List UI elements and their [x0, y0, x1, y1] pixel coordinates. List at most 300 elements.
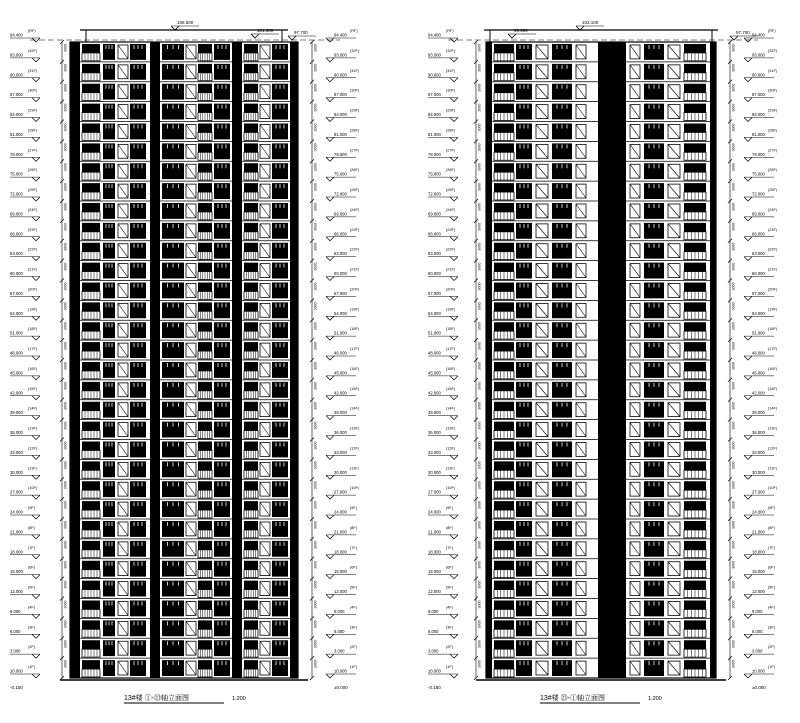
floor-height-dimension: 3000 — [63, 242, 68, 251]
floor-number-label: (1F) — [28, 665, 35, 669]
window-cross — [118, 125, 128, 139]
elevation-symbol — [326, 475, 334, 479]
window-cross — [186, 323, 196, 337]
window-dark — [198, 143, 212, 152]
elevation-symbol — [744, 197, 752, 201]
floor-number-label: (15F) — [28, 386, 38, 391]
elevation-symbol — [326, 555, 334, 559]
window-cross — [630, 621, 640, 635]
floor-elevation-label: 81.000 — [752, 131, 765, 137]
floor-number-label: (10F) — [350, 486, 360, 491]
elevation-symbol — [32, 436, 40, 440]
floor-number-label: (27F) — [768, 148, 778, 153]
elevation-symbol — [32, 257, 40, 261]
floor-number-label: (30F) — [350, 88, 360, 93]
window-dark — [198, 263, 212, 272]
window-dark — [82, 104, 100, 113]
floor-height-dimension: 3000 — [477, 441, 482, 450]
floor-elevation-label: 45.000 — [334, 370, 347, 376]
elevation-symbol — [450, 555, 458, 559]
window-dark — [82, 302, 100, 311]
window-cross — [186, 105, 196, 119]
window-dark — [244, 561, 258, 570]
elevation-symbol — [744, 356, 752, 360]
floor-elevation-label: 69.000 — [10, 211, 23, 217]
floor-elevation-label: 93.000 — [428, 52, 441, 58]
floor-number-label: (8F) — [28, 525, 35, 530]
window-dark — [684, 362, 706, 371]
floor-height-dimension: 3000 — [63, 302, 68, 311]
floor-number-label: (17F) — [768, 347, 778, 351]
window-dark — [494, 581, 514, 590]
elevation-symbol — [450, 277, 458, 281]
window-dark — [244, 183, 258, 192]
window-dark — [684, 640, 706, 649]
window-dark — [82, 541, 100, 550]
floor-elevation-label: 84.000 — [10, 112, 23, 117]
floor-elevation-label: 30.000 — [10, 469, 23, 475]
floor-number-label: (29F) — [28, 108, 38, 113]
window-cross — [668, 502, 680, 516]
floor-elevation-label: 21.000 — [428, 529, 441, 535]
floor-elevation-label: 42.000 — [10, 390, 23, 396]
window-cross — [118, 144, 128, 158]
floor-elevation-label: 36.000 — [334, 430, 347, 435]
window-cross — [118, 164, 128, 178]
window-dark — [684, 64, 706, 73]
floor-elevation-label: 84.000 — [334, 112, 347, 117]
floor-height-dimension: 3000 — [63, 501, 68, 510]
floor-elevation-label: 90.000 — [10, 72, 23, 78]
window-dark — [82, 203, 100, 212]
window-dark — [198, 442, 212, 451]
elevation-symbol — [32, 177, 40, 181]
window-dark — [82, 263, 100, 272]
window-cross — [668, 85, 680, 99]
floor-elevation-label: 72.000 — [334, 191, 347, 197]
floor-elevation-label: 87.000 — [752, 92, 765, 98]
window-cross — [260, 641, 270, 655]
floor-elevation-label: 51.000 — [10, 330, 23, 336]
window-cross — [186, 403, 196, 417]
window-cross — [186, 85, 196, 99]
window-cross — [118, 303, 128, 317]
window-cross — [536, 204, 548, 218]
window-cross — [630, 423, 640, 437]
window-cross — [536, 45, 548, 59]
floor-height-dimension: 3000 — [477, 222, 482, 231]
floor-number-label: (23F) — [446, 227, 456, 232]
floor-elevation-label: 57.000 — [334, 290, 347, 296]
floor-height-dimension: 3000 — [731, 322, 736, 331]
window-dark — [244, 104, 258, 113]
floor-elevation-label: 78.000 — [752, 151, 765, 157]
window-cross — [186, 363, 196, 377]
elevation-symbol — [326, 237, 334, 241]
floor-elevation-label: 48.000 — [752, 350, 765, 356]
floor-elevation-label: 45.000 — [752, 370, 765, 376]
window-dark — [198, 481, 212, 490]
elevation-symbol — [326, 416, 334, 420]
floor-elevation-label: 18.000 — [334, 549, 347, 555]
floor-number-label: (29F) — [350, 108, 360, 113]
window-cross — [630, 144, 640, 158]
window-cross — [668, 602, 680, 616]
elevation-symbol — [744, 137, 752, 141]
window-dark — [494, 382, 514, 391]
floor-elevation-label: 33.000 — [334, 449, 347, 455]
window-cross — [630, 303, 640, 317]
floor-height-dimension: 3000 — [63, 620, 68, 629]
window-dark — [82, 243, 100, 252]
floor-number-label: (18F) — [350, 327, 360, 332]
floor-number-label: (18F) — [28, 327, 38, 332]
window-cross — [118, 363, 128, 377]
window-dark — [684, 581, 706, 590]
window-cross — [576, 105, 586, 119]
window-cross — [186, 303, 196, 317]
floor-height-dimension: 3000 — [731, 520, 736, 529]
floor-number-label: (9F) — [768, 506, 775, 510]
floor-number-label: (22F) — [350, 247, 360, 252]
floor-number-label: (31F) — [350, 68, 360, 73]
floor-number-label: (7F) — [768, 545, 775, 550]
elevation-symbol — [744, 475, 752, 479]
floor-elevation-label: 9.000 — [10, 608, 21, 614]
floor-height-dimension: 3000 — [313, 163, 318, 172]
window-cross — [536, 462, 548, 476]
floor-height-dimension: 3000 — [731, 143, 736, 152]
window-dark — [244, 442, 258, 451]
window-cross — [118, 542, 128, 556]
window-cross — [536, 85, 548, 99]
elevation-symbol — [450, 416, 458, 420]
floor-height-dimension: 3000 — [731, 441, 736, 450]
window-cross — [630, 284, 640, 298]
elevation-symbol — [744, 157, 752, 161]
window-cross — [260, 284, 270, 298]
window-cross — [576, 204, 586, 218]
elevation-symbol — [744, 396, 752, 400]
elevation-symbol — [326, 614, 334, 618]
floor-elevation-label: 54.000 — [10, 310, 23, 316]
window-dark — [494, 461, 514, 470]
elevation-symbol — [32, 575, 40, 579]
floor-elevation-label: 51.000 — [428, 330, 441, 336]
window-cross — [630, 403, 640, 417]
window-cross — [630, 105, 640, 119]
window-dark — [82, 362, 100, 371]
floor-number-label: (2F) — [768, 645, 775, 650]
window-cross — [260, 621, 270, 635]
floor-number-label: (8F) — [350, 525, 357, 530]
window-cross — [536, 582, 548, 596]
window-dark — [684, 501, 706, 510]
floor-elevation-label: 63.000 — [10, 251, 23, 257]
elevation-symbol — [32, 78, 40, 82]
window-cross — [186, 284, 196, 298]
window-cross — [260, 164, 270, 178]
floor-elevation-label: 36.000 — [10, 430, 23, 435]
window-dark — [82, 322, 100, 331]
floor-height-dimension: 3000 — [313, 103, 318, 112]
window-cross — [630, 462, 640, 476]
elevation-symbol — [744, 455, 752, 459]
window-cross — [118, 562, 128, 576]
floor-elevation-label: 24.000 — [334, 509, 347, 515]
floor-elevation-label: 24.000 — [752, 509, 765, 515]
window-dark — [684, 382, 706, 391]
floor-number-label: (32F) — [768, 48, 778, 53]
window-cross — [186, 602, 196, 616]
elevation-symbol — [744, 575, 752, 579]
elevation-symbol — [744, 436, 752, 440]
floor-number-label: (5F) — [768, 585, 775, 590]
floor-number-label: (1F) — [350, 665, 357, 669]
elevation-symbol — [326, 78, 334, 82]
window-cross — [118, 383, 128, 397]
floor-height-dimension: 3000 — [313, 441, 318, 450]
floor-number-label: (22F) — [446, 247, 456, 252]
window-dark — [82, 601, 100, 610]
window-dark — [494, 64, 514, 73]
window-cross — [668, 403, 680, 417]
floor-number-label: (12F) — [350, 446, 360, 451]
window-cross — [576, 582, 586, 596]
drawing-title: 13#楼 ㉓-①轴立面图 — [540, 695, 605, 702]
floor-height-dimension: 3000 — [63, 282, 68, 291]
floor-number-label: (14F) — [350, 406, 360, 411]
window-dark — [494, 660, 514, 669]
elevation-symbol — [744, 535, 752, 539]
window-dark — [494, 104, 514, 113]
roof-elevation-label: 97.700 — [294, 30, 308, 35]
window-cross — [668, 482, 680, 496]
window-cross — [260, 125, 270, 139]
floor-number-label: (8F) — [446, 525, 453, 530]
window-cross — [630, 45, 640, 59]
floor-height-dimension: 3000 — [477, 560, 482, 569]
window-dark — [494, 302, 514, 311]
floor-number-label: (3F) — [446, 625, 453, 630]
window-cross — [260, 144, 270, 158]
window-cross — [630, 502, 640, 516]
window-cross — [630, 343, 640, 357]
window-dark — [684, 541, 706, 550]
floor-height-dimension: 3000 — [63, 461, 68, 470]
floor-number-label: (32F) — [446, 48, 456, 53]
window-dark — [198, 203, 212, 212]
floor-height-dimension: 3000 — [313, 202, 318, 211]
floor-elevation-label: 54.000 — [428, 310, 441, 316]
window-cross — [630, 482, 640, 496]
floor-elevation-label: 18.000 — [752, 549, 765, 555]
floor-elevation-label: ±0.000 — [752, 668, 765, 674]
elevation-symbol — [326, 396, 334, 400]
window-cross — [186, 562, 196, 576]
window-cross — [118, 582, 128, 596]
floor-height-dimension: 3000 — [63, 123, 68, 132]
floor-height-dimension: 3000 — [477, 322, 482, 331]
floor-elevation-label: 3.000 — [752, 648, 763, 654]
floor-number-label: (4F) — [350, 605, 357, 610]
floor-number-label: (16F) — [350, 366, 360, 371]
window-cross — [186, 184, 196, 198]
window-cross — [576, 641, 586, 655]
window-cross — [536, 661, 548, 675]
floor-height-dimension: 3000 — [477, 63, 482, 72]
floor-number-label: (12F) — [768, 446, 778, 451]
floor-number-label: (18F) — [768, 327, 778, 332]
floor-number-label: (20F) — [350, 287, 360, 292]
floor-elevation-label: 12.000 — [428, 589, 441, 594]
window-cross — [630, 363, 640, 377]
window-dark — [82, 342, 100, 351]
floor-height-dimension: 3000 — [477, 302, 482, 311]
window-cross — [260, 264, 270, 278]
floor-height-dimension: 3000 — [63, 580, 68, 589]
floor-height-dimension: 3000 — [731, 640, 736, 649]
floor-number-label: (24F) — [350, 207, 360, 212]
floor-number-label: (16F) — [768, 366, 778, 371]
floor-elevation-label: 39.000 — [752, 410, 765, 416]
floor-number-label: (9F) — [446, 506, 453, 510]
floor-elevation-label: 57.000 — [752, 290, 765, 296]
floor-height-dimension: 3000 — [313, 242, 318, 251]
window-cross — [536, 65, 548, 79]
window-cross — [536, 443, 548, 457]
window-cross — [576, 184, 586, 198]
elevation-symbol — [288, 36, 296, 40]
window-cross — [260, 562, 270, 576]
window-dark — [684, 442, 706, 451]
window-cross — [668, 65, 680, 79]
window-cross — [186, 144, 196, 158]
floor-elevation-label: 90.000 — [334, 72, 347, 78]
elevation-symbol — [32, 336, 40, 340]
floor-elevation-label: 69.000 — [334, 211, 347, 217]
window-cross — [536, 125, 548, 139]
elevation-symbol — [326, 98, 334, 102]
window-cross — [630, 204, 640, 218]
floor-elevation-label: 54.000 — [334, 310, 347, 316]
floor-elevation-label: 75.000 — [334, 171, 347, 177]
floor-height-dimension: 3000 — [63, 660, 68, 669]
floor-elevation-label: 57.000 — [428, 290, 441, 296]
elevation-symbol — [32, 515, 40, 519]
floor-elevation-label: 6.000 — [752, 628, 763, 634]
floor-number-label: (19F) — [446, 307, 456, 312]
window-dark — [244, 263, 258, 272]
elevation-symbol — [744, 336, 752, 340]
window-cross — [668, 244, 680, 258]
window-cross — [186, 462, 196, 476]
floor-number-label: (25F) — [28, 188, 38, 192]
window-cross — [630, 164, 640, 178]
elevation-symbol — [450, 58, 458, 62]
floor-elevation-label: 66.000 — [428, 231, 441, 237]
window-cross — [536, 264, 548, 278]
elevation-symbol — [32, 455, 40, 459]
window-cross — [118, 443, 128, 457]
floor-elevation-label: 30.000 — [752, 469, 765, 475]
floor-number-label: (4F) — [768, 605, 775, 610]
window-cross — [576, 224, 586, 238]
floor-elevation-label: ±0.000 — [334, 668, 347, 674]
floor-number-label: (24F) — [446, 207, 456, 212]
floor-elevation-label: 66.000 — [334, 231, 347, 237]
elevation-symbol — [450, 78, 458, 82]
drawing-scale: 1:200 — [648, 696, 662, 702]
window-cross — [668, 264, 680, 278]
window-dark — [198, 521, 212, 530]
window-dark — [684, 124, 706, 133]
window-dark — [494, 601, 514, 610]
floor-height-dimension: 3000 — [313, 302, 318, 311]
floor-height-dimension: 3000 — [313, 342, 318, 351]
window-dark — [82, 660, 100, 669]
floor-height-dimension: 3000 — [63, 163, 68, 172]
window-cross — [536, 144, 548, 158]
window-dark — [244, 640, 258, 649]
window-cross — [118, 85, 128, 99]
window-cross — [186, 244, 196, 258]
floor-elevation-label: 6.000 — [334, 628, 345, 634]
window-cross — [118, 105, 128, 119]
window-cross — [536, 641, 548, 655]
window-dark — [198, 422, 212, 431]
floor-elevation-label: 9.000 — [428, 608, 439, 614]
floor-height-dimension: 3000 — [731, 461, 736, 470]
floor-number-label: (25F) — [768, 188, 778, 192]
floor-number-label: (7F) — [350, 545, 357, 550]
floor-number-label: (17F) — [28, 347, 38, 351]
elevation-symbol — [744, 614, 752, 618]
window-cross — [536, 184, 548, 198]
floor-elevation-label: 15.000 — [752, 569, 765, 575]
window-dark — [82, 183, 100, 192]
elevation-symbol — [32, 555, 40, 559]
window-dark — [244, 283, 258, 292]
window-dark — [494, 541, 514, 550]
window-dark — [198, 620, 212, 629]
window-dark — [198, 243, 212, 252]
floor-height-dimension: 3000 — [313, 381, 318, 390]
window-cross — [630, 184, 640, 198]
floor-height-dimension: 3000 — [63, 361, 68, 370]
window-cross — [576, 363, 586, 377]
floor-elevation-label: 75.000 — [10, 171, 23, 177]
floor-number-label: (9F) — [28, 506, 35, 510]
floor-number-label: (20F) — [446, 287, 456, 292]
window-cross — [668, 144, 680, 158]
window-cross — [536, 423, 548, 437]
window-dark — [244, 163, 258, 172]
window-cross — [668, 45, 680, 59]
elevation-symbol — [32, 654, 40, 658]
window-cross — [536, 303, 548, 317]
elevation-symbol — [450, 455, 458, 459]
floor-number-label: (21F) — [446, 267, 456, 272]
floor-elevation-label: 75.000 — [428, 171, 441, 177]
floor-elevation-label: 21.000 — [10, 529, 23, 535]
window-dark — [494, 143, 514, 152]
window-cross — [576, 284, 586, 298]
window-cross — [260, 244, 270, 258]
window-cross — [118, 204, 128, 218]
floor-number-label: (11F) — [446, 466, 455, 471]
floor-number-label: (RF) — [446, 29, 454, 33]
